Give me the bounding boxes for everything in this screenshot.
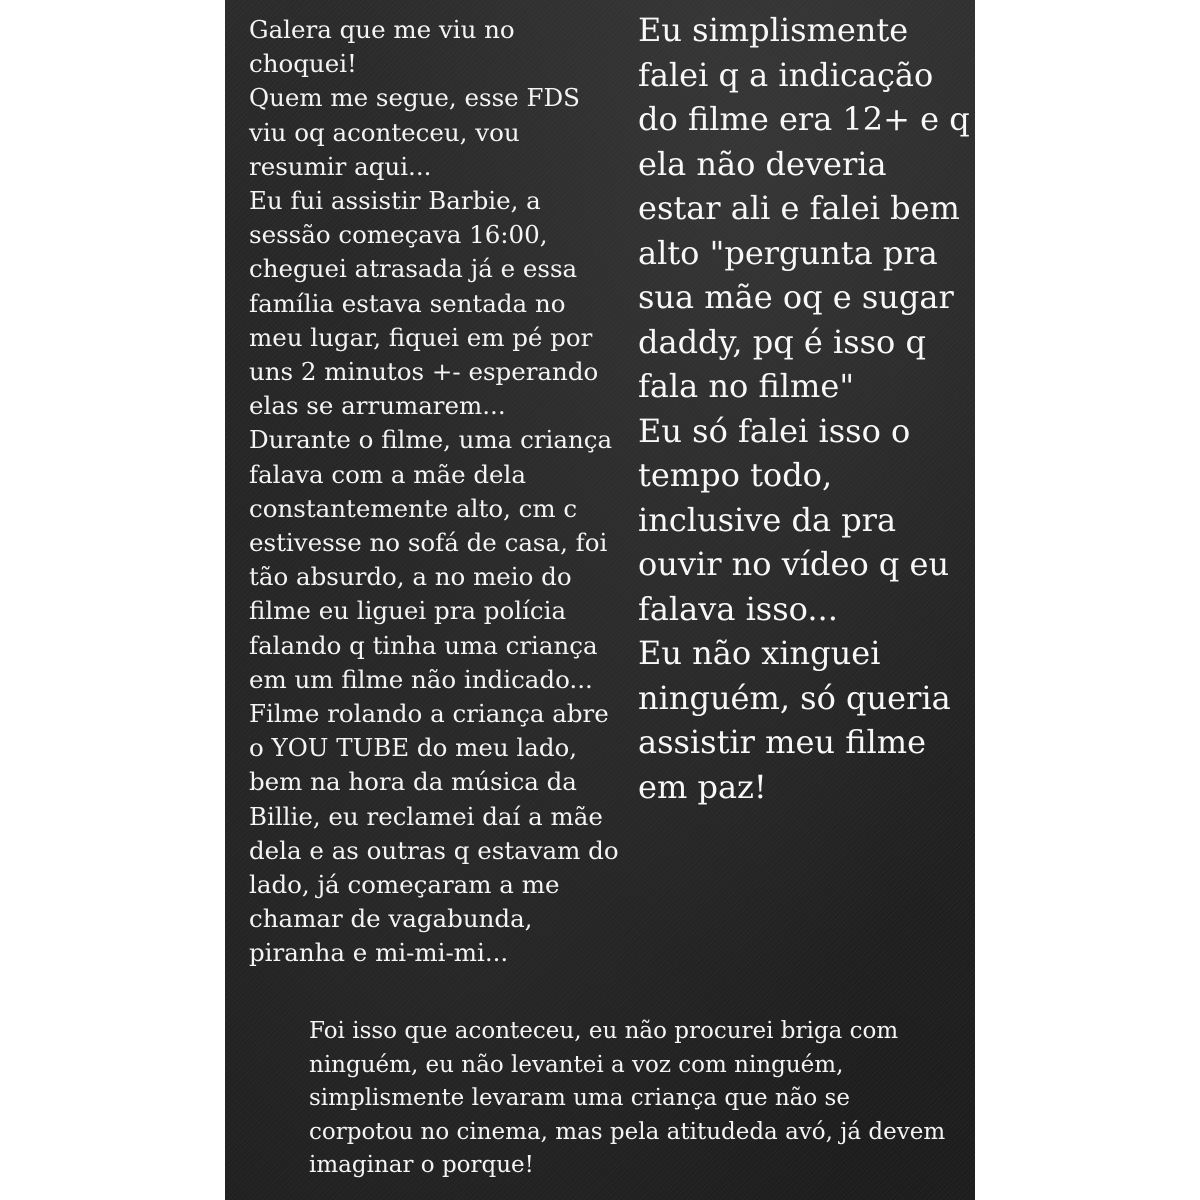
story-text-right: Eu simplismente falei q a indicação do filme era 12+ e q ela não deveria estar ali e falei bem alto "pergunta pra sua mãe oq e sugar daddy, pq é isso q fala no filme" Eu só falei isso o tempo todo, inclusive da pra ouvir no vídeo q eu falava isso... Eu não xinguei ninguém, só queria assistir meu filme em paz! <box>638 11 970 806</box>
story-text-bottom: Foi isso que aconteceu, eu não procurei briga com ninguém, eu não levantei a voz com ninguém, simplismente levaram uma criança que não se corpotou no cinema, mas pela atitudeda avó, já devem imaginar o porque! <box>309 1018 946 1178</box>
story-frame <box>225 0 975 1200</box>
story-text-left: Galera que me viu no choquei! Quem me segue, esse FDS viu oq aconteceu, vou resumir aqui... Eu fui assistir Barbie, a sessão começava 16:00, cheguei atrasada já e essa família estava sentada no meu lugar, fiquei em pé por uns 2 minutos +- esperando elas se arrumarem... Durante o filme, uma criança falava com a mãe dela constantemente alto, cm c estivesse no sofá de casa, foi tão absurdo, a no meio do filme eu liguei pra polícia falando q tinha uma criança em um filme não indicado... Filme rolando a criança abre o YOU TUBE do meu lado, bem na hora da música da Billie, eu reclamei daí a mãe dela e as outras q estavam do lado, já começaram a me chamar de vagabunda, piranha e mi-mi-mi... <box>249 15 619 968</box>
